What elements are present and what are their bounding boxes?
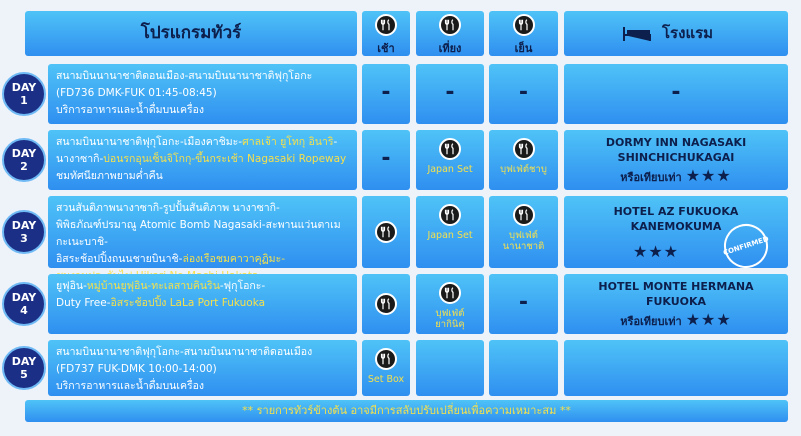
program-segment: หมู่บ้านยูฟุอิน-ทะเลสาบคินริน bbox=[86, 280, 220, 292]
star-rating: ★★★ bbox=[632, 242, 680, 261]
program-line bbox=[56, 251, 349, 268]
meal-none: - bbox=[381, 146, 391, 171]
program-line bbox=[56, 295, 349, 312]
utensils-icon bbox=[375, 14, 397, 36]
meal-label: Japan Set bbox=[427, 164, 473, 175]
hotel-cell bbox=[564, 196, 788, 268]
meal-lunch bbox=[416, 196, 484, 268]
program-segment: บ่อนรกอุนเซ็นจิโกกุ-ขึ้นกระเช้า Nagasaki Ropeway bbox=[103, 153, 347, 165]
meal-breakfast bbox=[362, 196, 410, 268]
hotel-name: HOTEL AZ FUKUOKA KANEMOKUMA bbox=[613, 205, 739, 233]
day-program bbox=[48, 130, 357, 190]
meal-breakfast bbox=[362, 340, 410, 396]
day-badge bbox=[2, 72, 46, 116]
hotel-rating-text: หรือเทียบเท่า bbox=[620, 171, 682, 184]
program-segment: สนามบินนานาชาติฟุกุโอกะ-สนามบินนานาชาติดอนเมือง bbox=[56, 346, 313, 358]
program-line bbox=[56, 151, 349, 168]
meal-label: บุฟเฟ่ต์ ยากินิคุ bbox=[435, 308, 465, 330]
meal-dinner bbox=[489, 196, 558, 268]
day-badge-label: DAY bbox=[11, 147, 37, 160]
program-segment: -ฟุกุโอกะ- bbox=[219, 280, 266, 292]
program-line bbox=[56, 200, 349, 217]
program-line bbox=[56, 168, 349, 185]
hotel-name: HOTEL MONTE HERMANA FUKUOKA bbox=[598, 280, 754, 308]
utensils-icon bbox=[439, 14, 461, 36]
day-badge bbox=[2, 282, 46, 326]
program-segment: ศาลเจ้า ยูโทกุ อินาริ bbox=[242, 136, 334, 148]
meal-breakfast bbox=[362, 64, 410, 124]
program-segment: ยูฟุอิน- bbox=[56, 280, 87, 292]
day-badge-label: DAY bbox=[11, 291, 37, 304]
program-segment: Duty Free- bbox=[56, 297, 111, 309]
hotel-cell bbox=[564, 340, 788, 396]
meal-breakfast bbox=[362, 130, 410, 190]
hotel-cell bbox=[564, 130, 788, 190]
meal-none: - bbox=[445, 80, 455, 105]
meal-dinner bbox=[489, 64, 558, 124]
program-segment: - bbox=[333, 136, 338, 148]
utensils-icon bbox=[439, 138, 461, 160]
day-badge-number: 1 bbox=[20, 94, 28, 107]
footer-note: ** รายการทัวร์ข้างต้น อาจมีการสลับปรับเปลี่ยนเพื่อความเหมาะสม ** bbox=[242, 404, 571, 417]
day-badge-number: 3 bbox=[20, 232, 28, 245]
meal-label: Set Box bbox=[367, 374, 405, 385]
day-badge bbox=[2, 138, 46, 182]
star-rating: ★★★ bbox=[685, 310, 732, 329]
program-line bbox=[56, 378, 349, 395]
program-segment: อิสระช้อปปิ้งถนนชายบินาชิ- bbox=[56, 253, 183, 265]
header-dinner-label: เย็น bbox=[514, 42, 533, 55]
day-badge-number: 2 bbox=[20, 160, 28, 173]
meal-none: - bbox=[381, 80, 391, 105]
utensils-icon bbox=[375, 221, 397, 243]
program-line bbox=[56, 102, 349, 119]
hotel-cell bbox=[564, 64, 788, 124]
day-badge-label: DAY bbox=[11, 219, 37, 232]
hotel-rating-row bbox=[564, 312, 788, 329]
hotel-cell bbox=[564, 274, 788, 334]
program-segment: ล่องเรือชมคาวาคุฏิมะ- bbox=[182, 253, 286, 265]
meal-none: - bbox=[518, 290, 529, 315]
utensils-icon bbox=[375, 348, 397, 370]
meal-dinner bbox=[489, 340, 558, 396]
header-dinner bbox=[489, 11, 558, 56]
program-segment: นางาซากิ- bbox=[56, 153, 104, 165]
header-program bbox=[25, 11, 357, 56]
header-breakfast bbox=[362, 11, 410, 56]
utensils-icon bbox=[513, 204, 535, 226]
program-line bbox=[56, 361, 349, 378]
meal-none: - bbox=[518, 80, 529, 105]
meal-breakfast bbox=[362, 274, 410, 334]
header-hotel-label: โรงแรม bbox=[662, 24, 714, 42]
program-segment: (FD736 DMK-FUK 01:45-08:45) bbox=[56, 87, 217, 99]
program-segment: พิพิธภัณฑ์ปรมาณู Atomic Bomb Nagasaki-สะพานแว่นตาเมกะเนะบาชิ- bbox=[56, 219, 341, 248]
footer-note-bar bbox=[25, 400, 788, 422]
day-program bbox=[48, 196, 357, 268]
day-badge-number: 5 bbox=[20, 368, 28, 381]
program-line bbox=[56, 68, 349, 85]
meal-dinner bbox=[489, 274, 558, 334]
program-line bbox=[56, 344, 349, 361]
program-line bbox=[56, 217, 349, 251]
utensils-icon bbox=[513, 138, 535, 160]
utensils-icon bbox=[513, 14, 535, 36]
program-segment: อิสระช้อปปิ้ง LaLa Port Fukuoka bbox=[110, 297, 266, 309]
day-badge bbox=[2, 346, 46, 390]
meal-lunch bbox=[416, 340, 484, 396]
star-rating: ★★★ bbox=[685, 166, 732, 185]
meal-lunch bbox=[416, 130, 484, 190]
program-segment: (FD737 FUK-DMK 10:00-14:00) bbox=[56, 363, 217, 375]
program-segment: ชมทัศนียภาพยามค่ำคืน bbox=[56, 170, 163, 182]
header-lunch bbox=[416, 11, 484, 56]
program-segment: สนามบินนานาชาติดอนเมือง-สนามบินนานาชาติฟุกุโอกะ bbox=[56, 70, 313, 82]
meal-label: บุฟเฟ่ต์ชาบู bbox=[500, 164, 547, 175]
confirmed-stamp: CONFIRMED bbox=[718, 218, 773, 273]
bed-icon bbox=[622, 23, 652, 43]
day-badge-number: 4 bbox=[20, 304, 28, 317]
header-hotel bbox=[564, 11, 788, 56]
header-lunch-label: เที่ยง bbox=[438, 42, 462, 55]
utensils-icon bbox=[439, 282, 461, 304]
meal-lunch bbox=[416, 274, 484, 334]
hotel-rating-row bbox=[564, 168, 788, 185]
utensils-icon bbox=[375, 293, 397, 315]
hotel-name: DORMY INN NAGASAKI SHINCHICHUKAGAI bbox=[605, 136, 747, 164]
meal-label: บุฟเฟ่ต์ นานาชาติ bbox=[502, 230, 545, 252]
program-segment: สวนสันติภาพนางาซากิ-รูปปั้นสันติภาพ นางาซากิ- bbox=[56, 202, 280, 214]
day-program bbox=[48, 64, 357, 124]
utensils-icon bbox=[439, 204, 461, 226]
program-segment: บริการอาหารและน้ำดื่มบนเครื่อง bbox=[56, 380, 205, 392]
day-badge-label: DAY bbox=[11, 81, 37, 94]
day-badge-label: DAY bbox=[11, 355, 37, 368]
program-segment: บริการอาหารและน้ำดื่มบนเครื่อง bbox=[56, 104, 205, 116]
program-line bbox=[56, 134, 349, 151]
program-line bbox=[56, 278, 349, 295]
day-badge bbox=[2, 210, 46, 254]
meal-lunch bbox=[416, 64, 484, 124]
hotel-rating-text: หรือเทียบเท่า bbox=[620, 315, 682, 328]
day-program bbox=[48, 274, 357, 334]
program-line bbox=[56, 85, 349, 102]
header-breakfast-label: เช้า bbox=[377, 42, 395, 55]
program-segment: สนามบินนานาชาติฟุกุโอกะ-เมืองคาชิมะ- bbox=[56, 136, 243, 148]
header-program-label: โปรแกรมทัวร์ bbox=[140, 23, 242, 43]
meal-dinner bbox=[489, 130, 558, 190]
meal-label: Japan Set bbox=[427, 230, 473, 241]
hotel-none: - bbox=[671, 80, 681, 105]
day-program bbox=[48, 340, 357, 396]
